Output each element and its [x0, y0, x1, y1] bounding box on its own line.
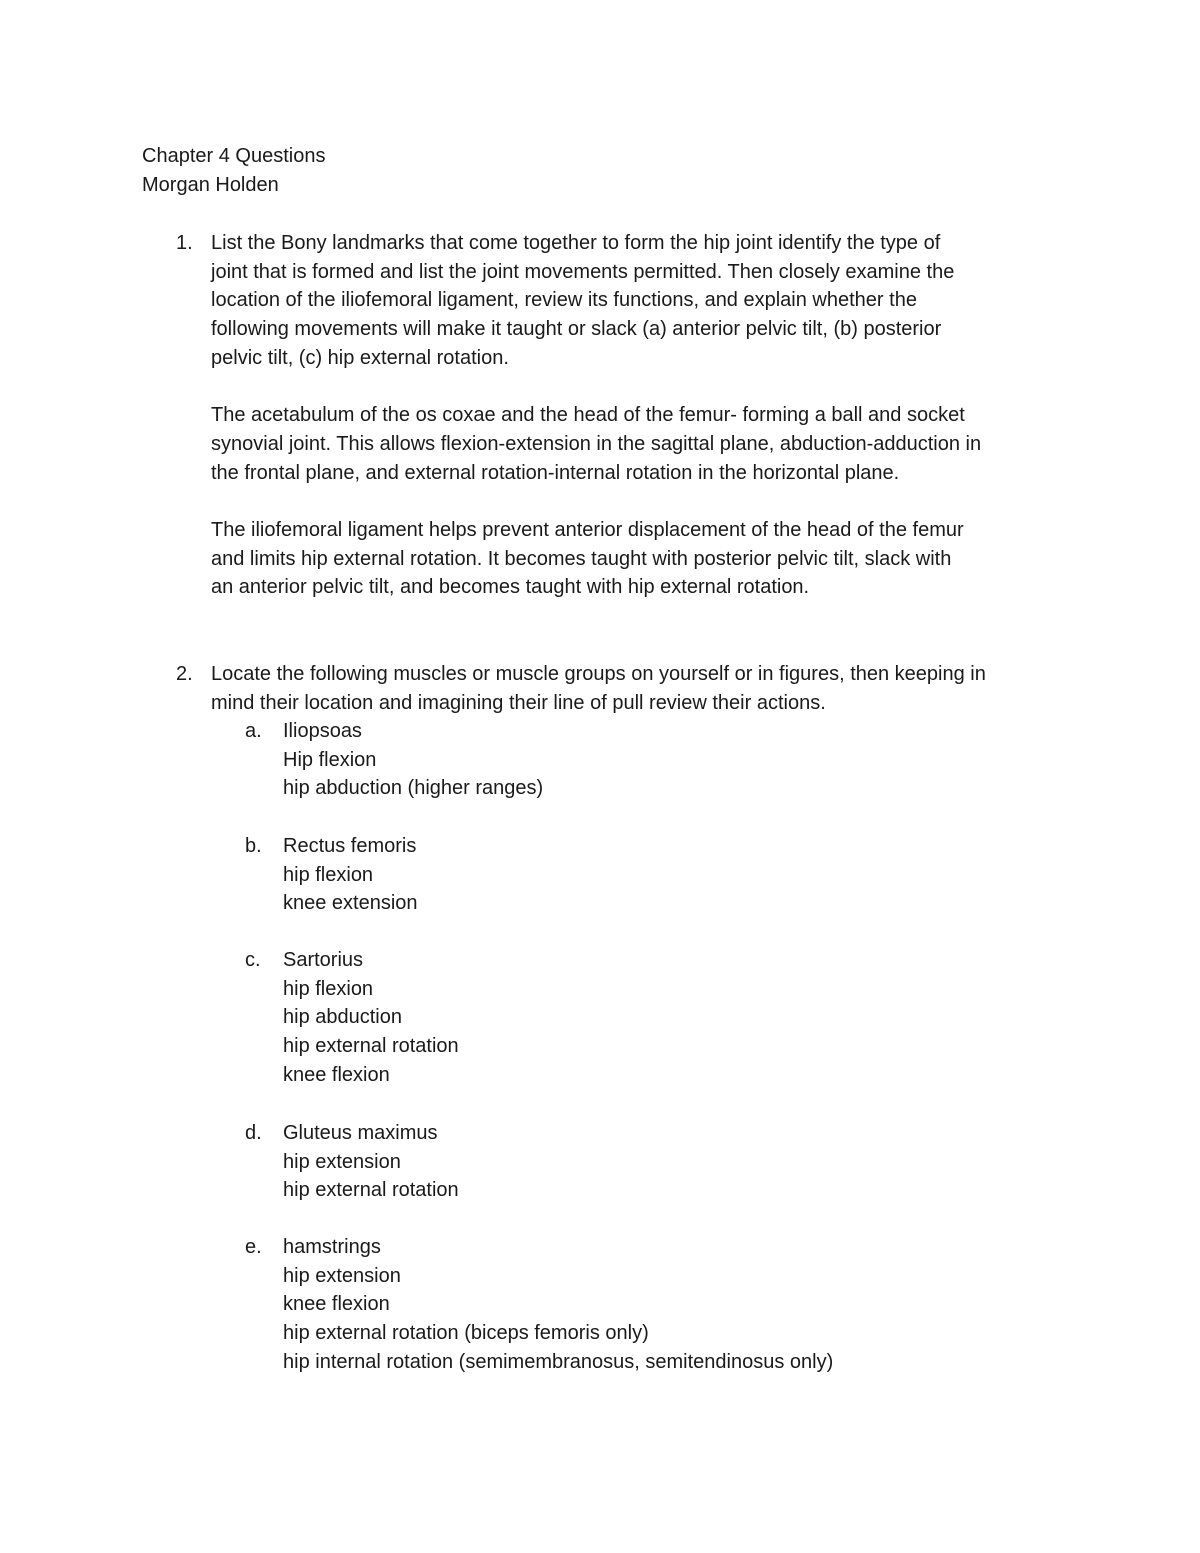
- muscle-action: hip abduction (higher ranges): [283, 777, 544, 800]
- prompt-line: Locate the following muscles or muscle groups on yourself or in figures, then keeping in: [211, 663, 986, 685]
- muscle-action: hip extension: [283, 1150, 401, 1173]
- muscle-name: Sartorius: [283, 949, 364, 971]
- muscle-action: hip external rotation (biceps femoris only): [283, 1322, 649, 1345]
- question-body: [211, 660, 1076, 717]
- muscle-action: hip external rotation: [283, 1035, 459, 1058]
- answer-line: The iliofemoral ligament helps prevent anterior displacement of the head of the femur: [211, 519, 964, 541]
- list-letter: b.: [245, 835, 262, 857]
- muscle-action: knee flexion: [283, 1063, 390, 1086]
- muscle-action: Hip flexion: [283, 748, 377, 771]
- question-number: 2.: [176, 663, 193, 685]
- list-letter: c.: [245, 949, 261, 971]
- muscle-action: hip abduction: [283, 1006, 402, 1029]
- list-letter: d.: [245, 1122, 262, 1144]
- muscle-action: hip external rotation: [283, 1179, 459, 1202]
- list-letter: e.: [245, 1236, 262, 1258]
- document-title: Chapter 4 Questions: [142, 145, 326, 167]
- prompt-line: joint that is formed and list the joint movements permitted. Then closely examine the: [211, 260, 955, 283]
- muscle-item-gluteus-maximus: [245, 1119, 1045, 1205]
- prompt-line: List the Bony landmarks that come together to form the hip joint identify the type of: [211, 232, 941, 254]
- prompt-line: pelvic tilt, (c) hip external rotation.: [211, 346, 509, 369]
- question-body: [211, 229, 1076, 602]
- question-2: [176, 660, 1076, 717]
- answer-line: The acetabulum of the os coxae and the head of the femur- forming a ball and socket: [211, 404, 965, 427]
- question-number: 1.: [176, 232, 193, 254]
- muscle-name: hamstrings: [283, 1236, 381, 1258]
- prompt-line: following movements will make it taught or slack (a) anterior pelvic tilt, (b) posterior: [211, 318, 942, 341]
- muscle-action: knee flexion: [283, 1293, 390, 1316]
- muscle-item-hamstrings: [245, 1233, 1045, 1377]
- answer-line: the frontal plane, and external rotation-internal rotation in the horizontal plane.: [211, 461, 900, 484]
- muscle-item-sartorius: [245, 946, 1045, 1090]
- question-1: [176, 229, 1076, 602]
- answer-line: an anterior pelvic tilt, and becomes taught with hip external rotation.: [211, 576, 810, 599]
- muscle-action: hip extension: [283, 1264, 401, 1287]
- list-letter: a.: [245, 720, 262, 742]
- muscle-item-iliopsoas: [245, 717, 1045, 803]
- prompt-line: mind their location and imagining their line of pull review their actions.: [211, 691, 826, 714]
- muscle-action: hip flexion: [283, 977, 374, 1000]
- muscle-name: Iliopsoas: [283, 720, 362, 742]
- author-name: Morgan Holden: [142, 174, 279, 196]
- answer-line: and limits hip external rotation. It becomes taught with posterior pelvic tilt, slack with: [211, 547, 952, 570]
- muscle-name: Gluteus maximus: [283, 1122, 438, 1144]
- answer-line: synovial joint. This allows flexion-extension in the sagittal plane, abduction-adduction in: [211, 432, 982, 455]
- muscle-action: hip internal rotation (semimembranosus, semitendinosus only): [283, 1350, 834, 1373]
- muscle-item-rectus-femoris: [245, 832, 1045, 918]
- prompt-line: location of the iliofemoral ligament, review its functions, and explain whether the: [211, 289, 917, 312]
- muscle-action: knee extension: [283, 892, 418, 915]
- muscle-name: Rectus femoris: [283, 835, 417, 857]
- muscle-action: hip flexion: [283, 863, 374, 886]
